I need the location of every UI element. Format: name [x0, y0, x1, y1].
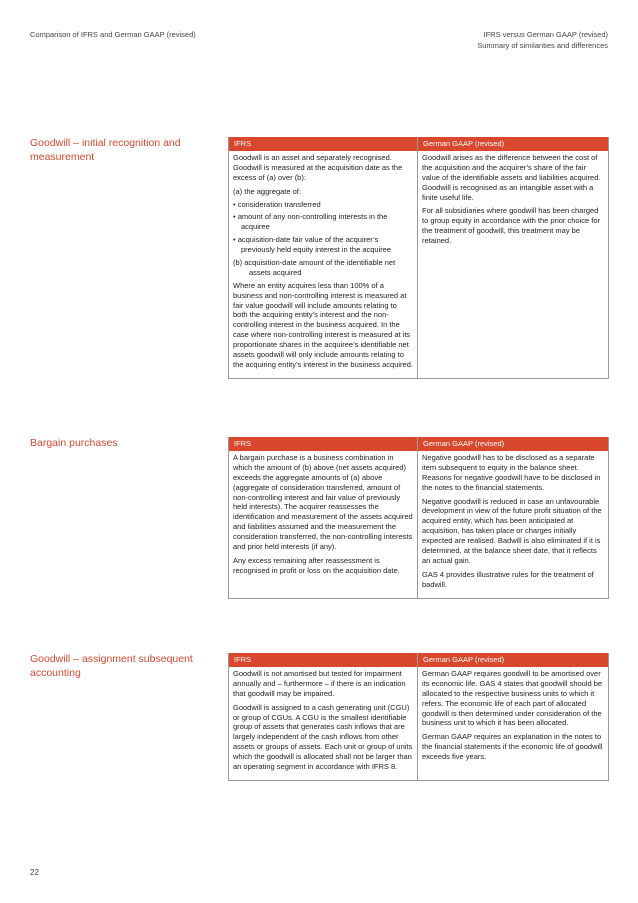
paragraph: Any excess remaining after reassessment is recognised in profit or loss on the acquisition date.: [233, 555, 400, 575]
hgb-cell: [418, 151, 608, 254]
paragraph: Goodwill is an asset and separately recognised. Goodwill is measured at the acquisition date as the excess of (a) over (b):: [233, 153, 403, 182]
list-label-a: (a) the aggregate of:: [233, 186, 301, 196]
header-right-line1: IFRS versus German GAAP (revised): [483, 30, 608, 39]
section-title-goodwill-initial: Goodwill – initial recognition and measurement: [30, 137, 181, 163]
paragraph: Negative goodwill is reduced in case an unfavourable development in view of the future profit situation of the acquired entity, which has been anticipated at acquisition, has taken place or charges initially expected are realised. Badwill is also eliminated if it is determined, at the balance sheet date, that it reflects an actual gain.: [422, 496, 602, 565]
paragraph: Negative goodwill has to be disclosed as a separate item subsequent to equity in the balance sheet. Reasons for negative goodwill have to be disclosed in the notes to the financial statements.: [422, 453, 601, 492]
comparison-table-goodwill-subsequent: [228, 653, 609, 781]
comparison-table-bargain-purchases: [228, 437, 609, 599]
bullet-item: • amount of any non-controlling interests in the acquiree: [233, 212, 388, 232]
paragraph: A bargain purchase is a business combination in which the amount of (b) above (net assets acquired) exceeds the aggregate amounts of (a) above (aggregate of consideration transferred, amount of non-controlling interest and fair value of previously held interests). The acquirer reassesses the identification and measurement of the assets acquired and liabilities assumed and the measurement the consideration transferred, the non-controlling interests and prior held interests (if any).: [233, 453, 413, 552]
hgb-column-header: German GAAP (revised): [418, 437, 608, 451]
paragraph: German GAAP requires an explanation in the notes to the financial statements if the economic life of goodwill exceeds five years.: [422, 732, 603, 762]
header-right-line2: Summary of similarities and differences: [477, 40, 608, 50]
paragraph: Goodwill is not amortised but tested for impairment annually and – furthermore – if there is an indication that goodwill may be impaired.: [233, 669, 406, 698]
hgb-column: [418, 137, 609, 379]
hgb-column: [418, 437, 609, 599]
running-header-left: Comparison of IFRS and German GAAP (revised): [30, 30, 196, 39]
running-header-right: [477, 30, 608, 52]
paragraph: Goodwill arises as the difference between the cost of the acquisition and the acquirer’s share of the fair value of the identifiable assets and liabilities acquired. Goodwill is recognised as an intangible asset with a finite useful life.: [422, 153, 601, 202]
ifrs-column: [228, 137, 418, 379]
section-title-bargain-purchases: Bargain purchases: [30, 437, 118, 449]
paragraph: Goodwill is assigned to a cash generating unit (CGU) or group of CGUs. A CGU is the smallest identifiable group of assets that generates cash inflows that are largely independent of the cash inflows from other assets or groups of assets. Each unit or group of units which the goodwill is allocated shall not be larger than an operating segment in accordance with IFRS 8.: [233, 702, 413, 772]
paragraph: German GAAP requires goodwill to be amortised over its economic life. GAS 4 states that goodwill should be allocated to the respective business units to which it refers. The economic life of each part of allocated goodwill is then determined under consideration of the business unit to which it has been allocated.: [422, 669, 603, 728]
ifrs-column-header: IFRS: [229, 653, 417, 667]
list-label-b: (b) acquisition-date amount of the identifiable net assets acquired: [233, 258, 396, 277]
page-number: 22: [30, 868, 39, 877]
section-title-goodwill-subsequent: Goodwill – assignment subsequent accounting: [30, 653, 193, 679]
paragraph: For all subsidiaries where goodwill has been charged to group equity in accordance with the prior choice for the treatment of goodwill, this treatment may be retained.: [422, 206, 601, 246]
ifrs-column: [228, 653, 418, 781]
bullet-item: • consideration transferred: [233, 199, 321, 209]
hgb-column-header: German GAAP (revised): [418, 137, 608, 151]
paragraph: Where an entity acquires less than 100% of a business and non-controlling interest is measured at fair value goodwill will include amounts relating to both the acquiring entity’s interest and the non-controlling interest in the business acquired. In the case where non-controlling interest is measured at its proportionate shares in the acquiree’s identifiable net assets goodwill will only include amounts relating to the acquiring entity’s interest in the business acquired.: [233, 280, 413, 369]
hgb-column: [418, 653, 609, 781]
ifrs-column: [228, 437, 418, 599]
hgb-cell: [418, 667, 608, 770]
ifrs-column-header: IFRS: [229, 137, 417, 151]
comparison-table-goodwill-initial: [228, 137, 609, 379]
ifrs-cell: [229, 151, 417, 378]
paragraph: GAS 4 provides illustrative rules for the treatment of badwill.: [422, 569, 594, 589]
ifrs-cell: [229, 451, 417, 584]
hgb-column-header: German GAAP (revised): [418, 653, 608, 667]
hgb-cell: [418, 451, 608, 598]
ifrs-column-header: IFRS: [229, 437, 417, 451]
ifrs-cell: [229, 667, 417, 780]
bullet-item: • acquisition-date fair value of the acquirer’s previously held equity interest in the acquiree: [233, 235, 392, 255]
